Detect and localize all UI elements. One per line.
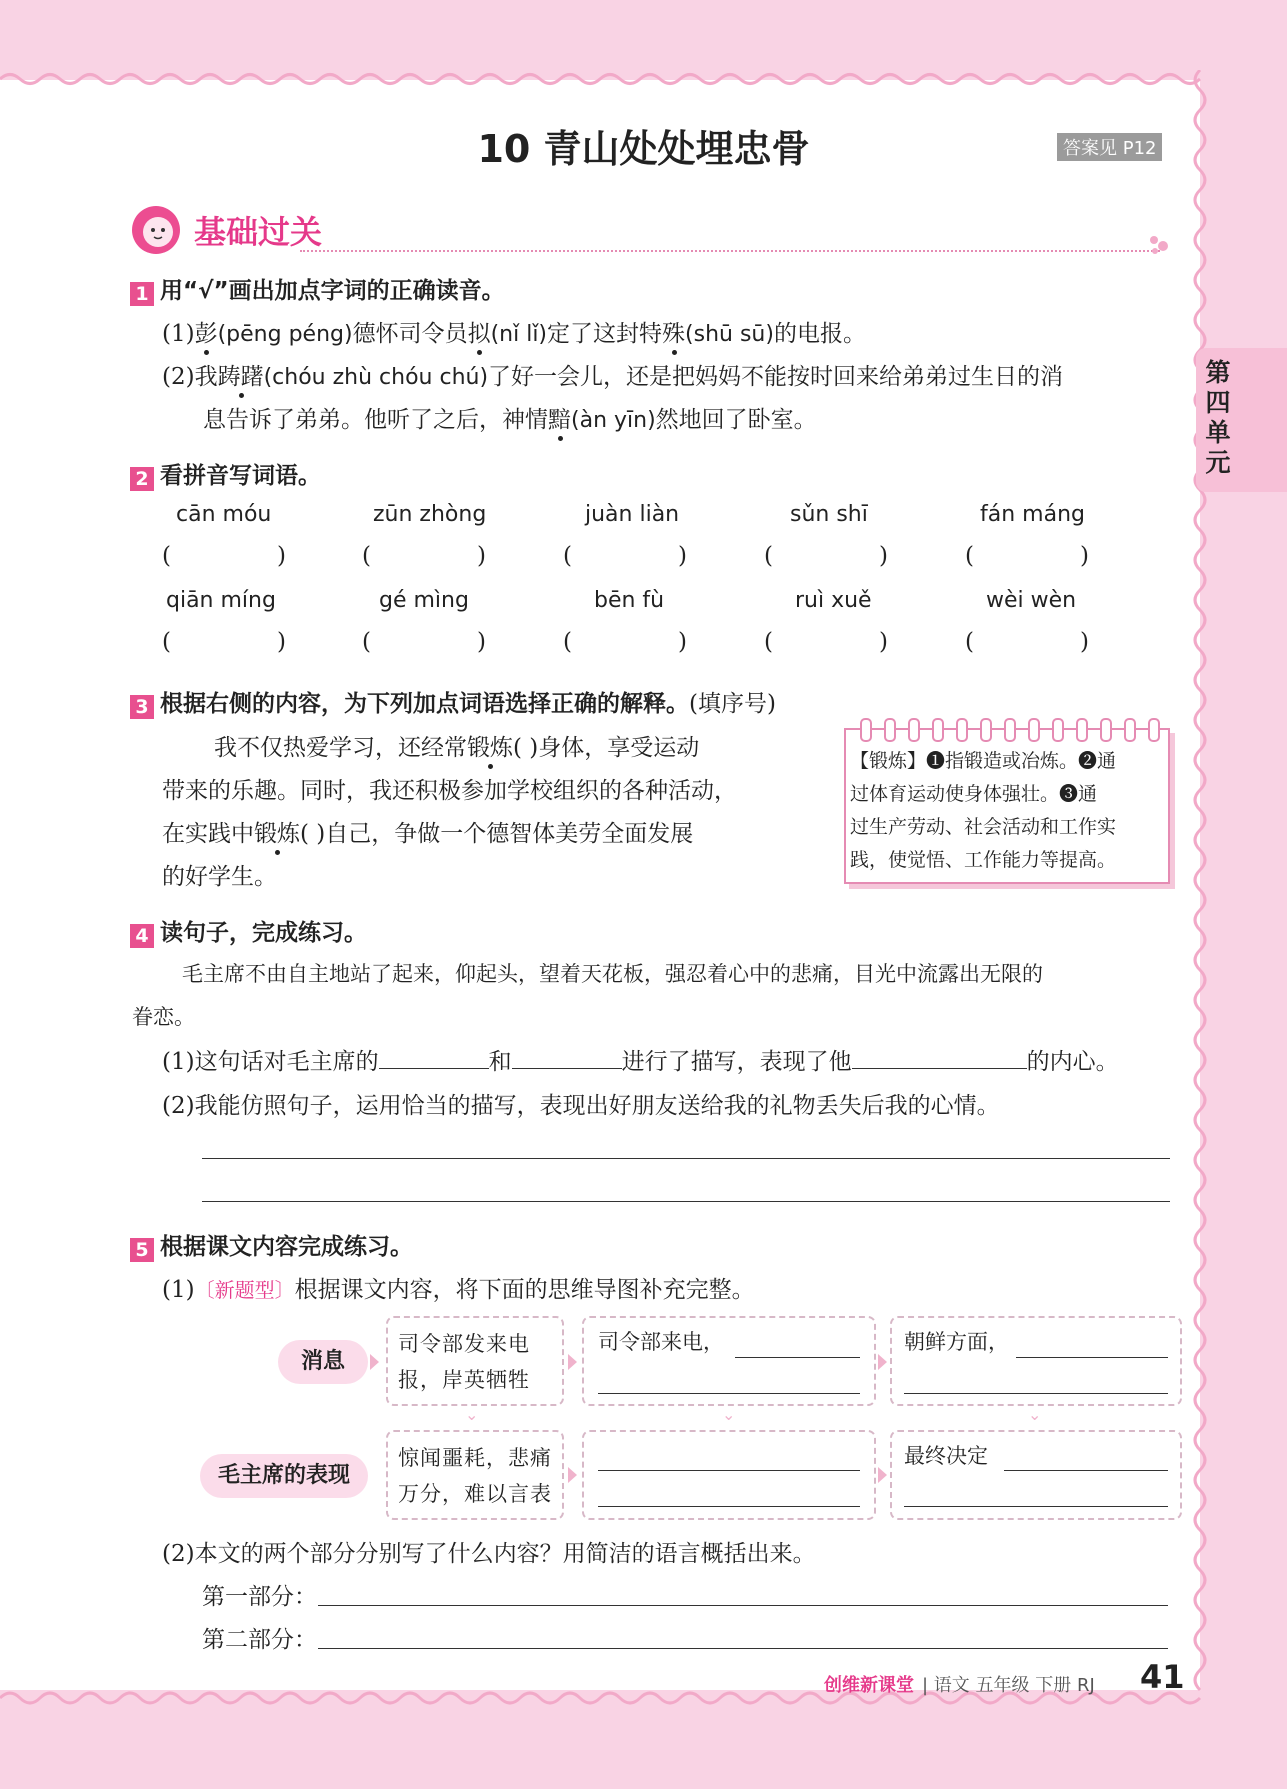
q4-sub-1	[162, 1043, 1119, 1076]
answer-blank[interactable]	[362, 629, 486, 655]
answer-blank[interactable]	[764, 543, 888, 569]
arrow-right-icon	[568, 1467, 577, 1483]
dotted-word: 锻炼	[254, 821, 300, 847]
pinyin-prompt: bēn fù	[594, 588, 665, 613]
paren: )	[1080, 629, 1089, 655]
note-line: 过生产劳动、社会活动和工作实	[850, 816, 1117, 838]
question-number: 2	[130, 467, 154, 491]
paren: (	[965, 543, 974, 569]
q5-text: (1)	[162, 1277, 195, 1303]
pinyin-options[interactable]: (shū sū)	[685, 322, 774, 347]
pinyin-prompt: ruì xuě	[795, 588, 872, 613]
answer-line[interactable]	[202, 1201, 1170, 1202]
paren: )	[678, 629, 687, 655]
paren: (	[563, 629, 572, 655]
ring-icon	[884, 718, 896, 742]
pinyin-prompt: gé mìng	[379, 588, 469, 613]
question-2-title	[130, 457, 321, 491]
q1-text: 德怀司令员	[352, 321, 468, 347]
pinyin-options[interactable]: (nǐ lǐ)	[490, 322, 548, 347]
dotted-char: 殊	[662, 321, 686, 347]
pinyin-options[interactable]: (chóu zhù chóu chú)	[263, 365, 489, 390]
fill-blank[interactable]	[598, 1393, 860, 1394]
paren: (	[162, 629, 171, 655]
part-1-label: 第一部分：	[202, 1584, 317, 1610]
question-title-text: 根据课文内容完成练习。	[160, 1234, 413, 1260]
answer-blank[interactable]	[362, 543, 486, 569]
ring-icon	[1148, 718, 1160, 742]
answer-blank[interactable]	[764, 629, 888, 655]
note-line: 践，使觉悟、工作能力等提高。	[850, 849, 1117, 871]
q4-text: 和	[488, 1049, 512, 1075]
paren: (	[764, 629, 773, 655]
dotted-char: 黯	[548, 407, 571, 433]
ring-icon	[1052, 718, 1064, 742]
ring-icon	[908, 718, 920, 742]
arrow-right-icon	[370, 1354, 379, 1370]
paren: (	[764, 543, 773, 569]
question-number: 5	[130, 1238, 154, 1262]
new-type-tag: 〔新题型〕	[194, 1278, 295, 1302]
map-label-chairman: 毛主席的表现	[200, 1454, 368, 1498]
question-title-note: (填序号)	[689, 691, 776, 717]
q4-text: 的内心。	[1026, 1049, 1119, 1075]
answer-line[interactable]	[318, 1648, 1168, 1649]
q4-sub-2: (2)我能仿照句子，运用恰当的描写，表现出好朋友送给我的礼物丢失后我的心情。	[162, 1093, 1000, 1119]
map-box-r1-c3-text: 朝鲜方面，	[904, 1330, 1009, 1354]
right-wave-border	[1188, 70, 1212, 1700]
q1-text: 然地回了卧室。	[655, 407, 817, 433]
question-title-text: 用“√”画出加点字词的正确读音。	[160, 278, 505, 304]
q3-para-line-4: 的好学生。	[162, 864, 277, 890]
q4-sentence-line-1: 毛主席不由自主地站了起来，仰起头，望着天花板，强忍着心中的悲痛，目光中流露出无限的	[182, 962, 1043, 986]
dotted-char: 彭	[194, 321, 218, 347]
map-box-r2-c1-text: 惊闻噩耗，悲痛万分，难以言表	[398, 1446, 552, 1506]
question-number: 3	[130, 695, 154, 719]
q3-text: 在实践中	[162, 821, 254, 847]
map-label-news: 消息	[278, 1340, 368, 1384]
q4-sentence-line-2: 眷恋。	[132, 1005, 195, 1029]
pinyin-prompt: fán máng	[980, 502, 1085, 527]
q1-text: 定了这封特	[547, 321, 663, 347]
pinyin-options[interactable]: (pēng péng)	[217, 322, 353, 347]
pinyin-prompt: qiān míng	[166, 588, 276, 613]
fill-blank[interactable]	[598, 1506, 860, 1507]
note-line: 【锻炼】❶指锻造或冶炼。❷通	[850, 750, 1117, 772]
pinyin-prompt: wèi wèn	[986, 588, 1077, 613]
ring-icon	[1076, 718, 1088, 742]
arrow-right-icon	[878, 1354, 887, 1370]
map-box-r2-c3-text: 最终决定	[904, 1444, 988, 1468]
q3-text: 我不仅热爱学习，还经常	[214, 735, 467, 761]
question-number: 4	[130, 924, 154, 948]
q1-text: (1)	[162, 321, 195, 347]
ring-icon	[1028, 718, 1040, 742]
paren: )	[879, 629, 888, 655]
chevron-down-icon: ⌄	[722, 1405, 736, 1424]
q3-para-line-2: 带来的乐趣。同时，我还积极参加学校组织的各种活动，	[162, 778, 737, 804]
question-3-title	[130, 685, 776, 719]
pinyin-options[interactable]: (àn yīn)	[571, 408, 656, 433]
arrow-right-icon	[568, 1354, 577, 1370]
page-number: 41	[1140, 1658, 1185, 1696]
pinyin-prompt: zūn zhòng	[373, 502, 487, 527]
question-number: 1	[130, 282, 154, 306]
question-title-text: 看拼音写词语。	[160, 463, 321, 489]
pinyin-prompt: sǔn shī	[790, 502, 868, 527]
paren: (	[162, 543, 171, 569]
fill-blank[interactable]	[904, 1393, 1168, 1394]
pinyin-prompt: cān móu	[176, 502, 272, 527]
q5-sub-2: (2)本文的两个部分分别写了什么内容？用简洁的语言概括出来。	[162, 1541, 816, 1567]
question-title-text: 根据右侧的内容，为下列加点词语选择正确的解释。	[160, 691, 689, 717]
fill-blank[interactable]	[852, 1046, 1027, 1069]
q5-sub-1	[162, 1271, 755, 1304]
answer-blank[interactable]	[965, 543, 1089, 569]
ring-icon	[932, 718, 944, 742]
answer-line[interactable]	[202, 1158, 1170, 1159]
answer-blank[interactable]	[162, 629, 286, 655]
ring-icon	[1004, 718, 1016, 742]
chevron-down-icon: ⌄	[1028, 1405, 1042, 1424]
question-1-title	[130, 272, 505, 306]
answer-blank[interactable]	[162, 543, 286, 569]
q1-text: 了好一会儿，还是把妈妈不能按时回来给弟弟过生日的消	[488, 364, 1064, 390]
ring-icon	[980, 718, 992, 742]
paren: )	[1080, 543, 1089, 569]
q1-text: 的电报。	[773, 321, 866, 347]
dotted-char: 拟	[467, 321, 491, 347]
fill-blank[interactable]	[1016, 1357, 1168, 1358]
q4-text: 进行了描写，表现了他	[621, 1049, 852, 1075]
part-2-label: 第二部分：	[202, 1627, 317, 1653]
paren: (	[362, 629, 371, 655]
section-title: 基础过关	[194, 213, 323, 251]
paren: (	[563, 543, 572, 569]
arrow-right-icon	[878, 1467, 887, 1483]
paren: )	[477, 543, 486, 569]
q1-line-2	[162, 358, 1063, 391]
question-5-title	[130, 1228, 413, 1262]
paren: (	[965, 629, 974, 655]
q3-para-line-1	[214, 729, 699, 762]
dictionary-note-text	[850, 745, 1160, 877]
q1-line-1	[162, 315, 866, 348]
q3-text-blank[interactable]: ( )自己，争做一个德智体美劳全面发展	[300, 821, 694, 847]
fill-blank[interactable]	[1004, 1470, 1168, 1471]
answer-line[interactable]	[318, 1605, 1168, 1606]
ring-icon	[1100, 718, 1112, 742]
question-4-title	[130, 914, 367, 948]
ring-icon	[1124, 718, 1136, 742]
q4-text: (1)这句话对毛主席的	[162, 1049, 379, 1075]
q1-text: 息告诉了弟弟。他听了之后，神情	[203, 407, 548, 433]
answer-blank[interactable]	[965, 629, 1089, 655]
paren: )	[879, 543, 888, 569]
top-wave-border	[0, 68, 1210, 90]
q1-line-3	[203, 401, 817, 434]
pinyin-prompt: juàn liàn	[585, 502, 680, 527]
answer-blank[interactable]	[563, 629, 687, 655]
fill-blank[interactable]	[904, 1506, 1168, 1507]
q3-para-line-3	[162, 815, 693, 848]
paren: )	[477, 629, 486, 655]
page-title: 10 青山处处埋忠骨	[477, 127, 810, 171]
answer-blank[interactable]	[563, 543, 687, 569]
q5-text: 根据课文内容，将下面的思维导图补充完整。	[294, 1277, 755, 1303]
paren: )	[678, 543, 687, 569]
footer-book-info: | 语文 五年级 下册 RJ	[922, 1675, 1095, 1696]
paren: )	[277, 543, 286, 569]
map-box-r1-c2-text: 司令部来电，	[598, 1330, 724, 1354]
map-box-r1-c1-text: 司令部发来电报，岸英牺牲	[398, 1332, 530, 1392]
answer-reference-badge: 答案见 P12	[1057, 133, 1162, 161]
footer-brand: 创维新课堂	[824, 1675, 914, 1696]
fill-blank[interactable]	[598, 1470, 860, 1471]
dotted-word: 锻炼	[467, 735, 513, 761]
fill-blank[interactable]	[512, 1046, 622, 1069]
fill-blank[interactable]	[379, 1046, 489, 1069]
paren: )	[277, 629, 286, 655]
note-line: 过体育运动使身体强壮。❸通	[850, 783, 1098, 805]
q1-text: (2)我	[162, 364, 218, 390]
girl-mascot-icon	[130, 204, 186, 256]
ring-icon	[860, 718, 872, 742]
fill-blank[interactable]	[735, 1357, 860, 1358]
chevron-down-icon: ⌄	[465, 1405, 479, 1424]
ring-icon	[956, 718, 968, 742]
dotted-char: 踌躇	[217, 364, 264, 390]
question-title-text: 读句子，完成练习。	[160, 920, 367, 946]
section-divider	[300, 250, 1160, 252]
paren: (	[362, 543, 371, 569]
unit-side-tab-label: 第四单元	[1205, 358, 1231, 477]
dots-decoration-icon	[1148, 234, 1170, 256]
q3-text-blank[interactable]: ( )身体，享受运动	[513, 735, 700, 761]
